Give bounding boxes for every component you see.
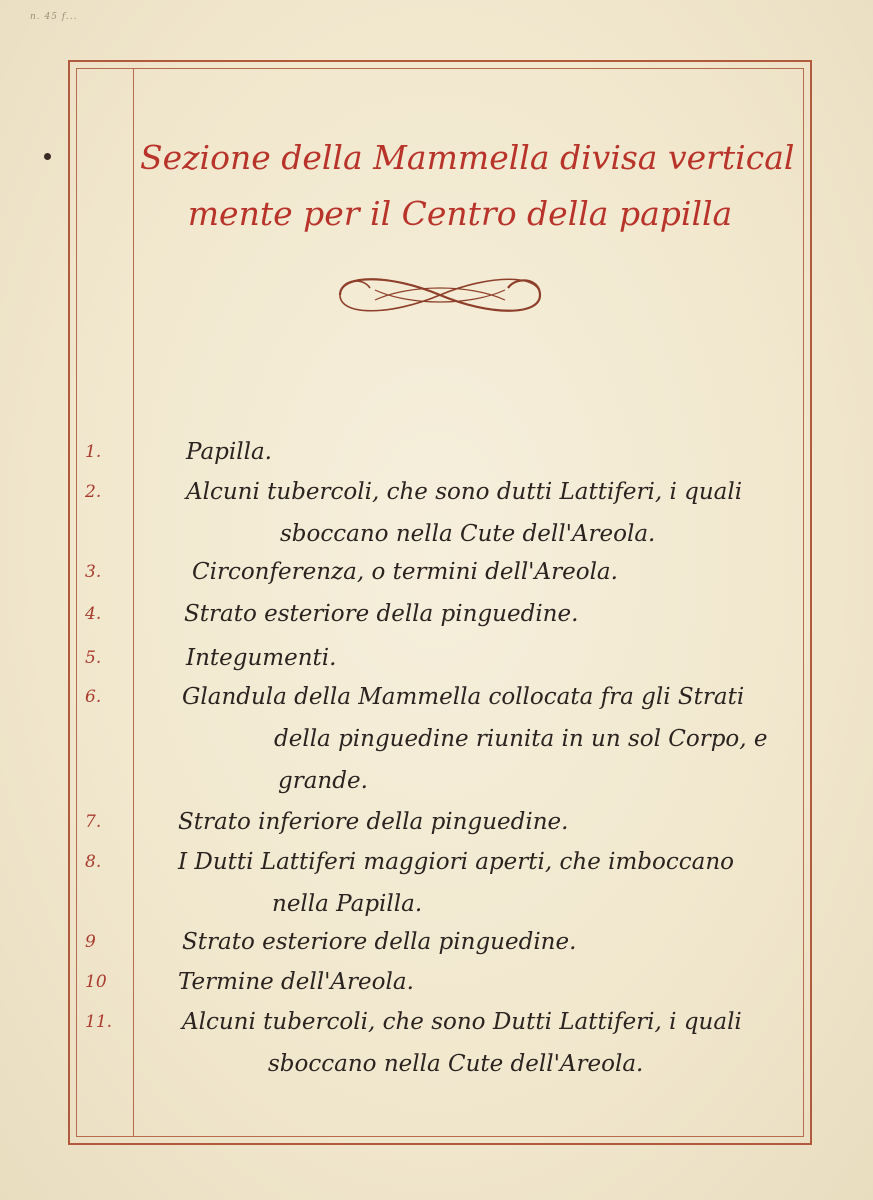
legend-number: 9: [85, 932, 96, 952]
flourish-ornament: [320, 262, 560, 328]
legend-number: 7.: [85, 812, 102, 832]
legend-number: 4.: [85, 604, 102, 624]
legend-text: Circonferenza, o termini dell'Areola.: [192, 559, 618, 585]
title-line-1: Sezione della Mammella divisa vertical: [140, 138, 795, 177]
legend-text-continued: sboccano nella Cute dell'Areola.: [268, 1051, 644, 1077]
legend-number: 11.: [85, 1012, 113, 1032]
legend-text: Termine dell'Areola.: [178, 969, 414, 995]
legend-number: 6.: [85, 687, 102, 707]
legend-text-continued: nella Papilla.: [272, 891, 423, 917]
legend-text: Strato esteriore della pinguedine.: [182, 929, 577, 955]
legend-text-continued: grande.: [278, 768, 368, 794]
legend-text: Glandula della Mammella collocata fra gli Strati: [182, 684, 745, 710]
ink-dot: [44, 153, 51, 160]
legend-text-continued: sboccano nella Cute dell'Areola.: [280, 521, 656, 547]
legend-text: Integumenti.: [186, 645, 337, 671]
legend-number: 8.: [85, 852, 102, 872]
legend-number: 2.: [85, 482, 102, 502]
legend-text-continued: della pinguedine riunita in un sol Corpo, e: [274, 726, 768, 752]
legend-number: 3.: [85, 562, 102, 582]
legend-text: I Dutti Lattiferi maggiori aperti, che imboccano: [178, 849, 734, 875]
page-title: [140, 130, 795, 242]
legend-number: 5.: [85, 648, 102, 668]
legend-text: Alcuni tubercoli, che sono Dutti Lattiferi, i quali: [182, 1009, 742, 1035]
title-line-2: mente per il Centro della papilla: [187, 194, 733, 233]
legend-text: Strato esteriore della pinguedine.: [184, 601, 579, 627]
legend-number: 10: [85, 972, 107, 992]
archive-mark: n. 45 f...: [30, 12, 78, 22]
legend-text: Alcuni tubercoli, che sono dutti Lattiferi, i quali: [186, 479, 743, 505]
legend-number: 1.: [85, 442, 102, 462]
legend-text: Papilla.: [186, 439, 272, 465]
margin-rule: [133, 68, 134, 1137]
legend-text: Strato inferiore della pinguedine.: [178, 809, 569, 835]
